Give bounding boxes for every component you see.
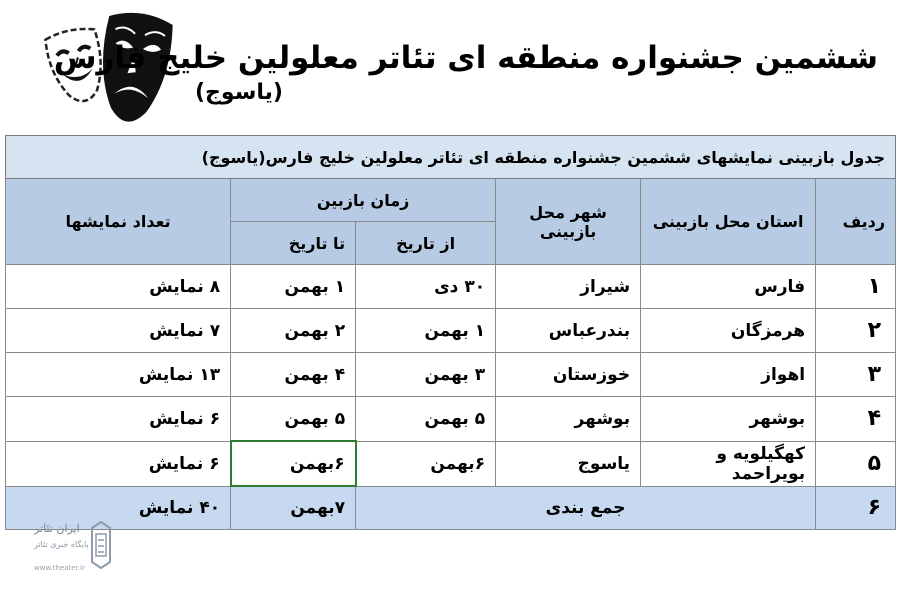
site-watermark — [34, 518, 112, 580]
page-subtitle: (یاسوج) — [195, 80, 283, 105]
cell-city: بندرعباس — [496, 309, 641, 353]
cell-row-number: ۲ — [816, 309, 896, 353]
cell-city: شیراز — [496, 265, 641, 309]
cell-province: اهواز — [641, 353, 816, 397]
schedule-table — [5, 135, 896, 530]
header-count: تعداد نمایشها — [6, 179, 231, 265]
table-caption-row — [6, 136, 896, 179]
cell-count: ۶ نمایش — [6, 397, 231, 442]
cell-province: کهگیلویه و بویراحمد — [641, 441, 816, 486]
cell-row-number: ۱ — [816, 265, 896, 309]
cell-from-date: ۵ بهمن — [356, 397, 496, 442]
header-city: شهر محل بازبینی — [496, 179, 641, 265]
table-row — [6, 397, 896, 442]
cell-province: فارس — [641, 265, 816, 309]
watermark-tagline: پایگاه خبری تئاتر — [34, 540, 89, 549]
watermark-name: ایران تئاتر — [34, 522, 80, 535]
cell-total-count: ۴۰ نمایش — [6, 486, 231, 530]
watermark-url: www.theater.ir — [34, 564, 85, 572]
table-row — [6, 309, 896, 353]
cell-to-date: ۵ بهمن — [231, 397, 356, 442]
table-total-row — [6, 486, 896, 530]
table-header-row — [6, 179, 896, 222]
cell-to-date-selected[interactable]: ۶بهمن — [231, 441, 356, 486]
header-to-date: تا تاریخ — [231, 222, 356, 265]
cell-count: ۷ نمایش — [6, 309, 231, 353]
header-province: استان محل بازبینی — [641, 179, 816, 265]
cell-row-number: ۶ — [816, 486, 896, 530]
cell-city: یاسوج — [496, 441, 641, 486]
cell-from-date: ۳۰ دی — [356, 265, 496, 309]
cell-row-number: ۳ — [816, 353, 896, 397]
cell-count: ۶ نمایش — [6, 441, 231, 486]
table-row — [6, 441, 896, 486]
cell-from-date: ۶بهمن — [356, 441, 496, 486]
cell-total-label: جمع بندی — [356, 486, 816, 530]
cell-row-number: ۴ — [816, 397, 896, 442]
cell-total-to-date: ۷بهمن — [231, 486, 356, 530]
header-from-date: از تاریخ — [356, 222, 496, 265]
schedule-table-wrapper — [5, 135, 895, 530]
cell-city: بوشهر — [496, 397, 641, 442]
table-row — [6, 265, 896, 309]
table-caption: جدول بازبینی نمایشهای ششمین جشنواره منطقه ای تئاتر معلولین خلیج فارس(یاسوج) — [6, 136, 896, 179]
page-title: ششمین جشنواره منطقه ای تئاتر معلولین خلیج فارس — [53, 40, 878, 76]
cell-to-date: ۴ بهمن — [231, 353, 356, 397]
cell-city: خوزستان — [496, 353, 641, 397]
page-header — [0, 0, 900, 135]
cell-count: ۸ نمایش — [6, 265, 231, 309]
cell-from-date: ۳ بهمن — [356, 353, 496, 397]
table-row — [6, 353, 896, 397]
cell-province: هرمزگان — [641, 309, 816, 353]
cell-row-number: ۵ — [816, 441, 896, 486]
cell-province: بوشهر — [641, 397, 816, 442]
cell-to-date: ۱ بهمن — [231, 265, 356, 309]
iran-theater-logo-icon — [90, 520, 112, 570]
header-time: زمان بازبین — [231, 179, 496, 222]
cell-from-date: ۱ بهمن — [356, 309, 496, 353]
header-row-number: ردیف — [816, 179, 896, 265]
cell-count: ۱۳ نمایش — [6, 353, 231, 397]
cell-to-date: ۲ بهمن — [231, 309, 356, 353]
